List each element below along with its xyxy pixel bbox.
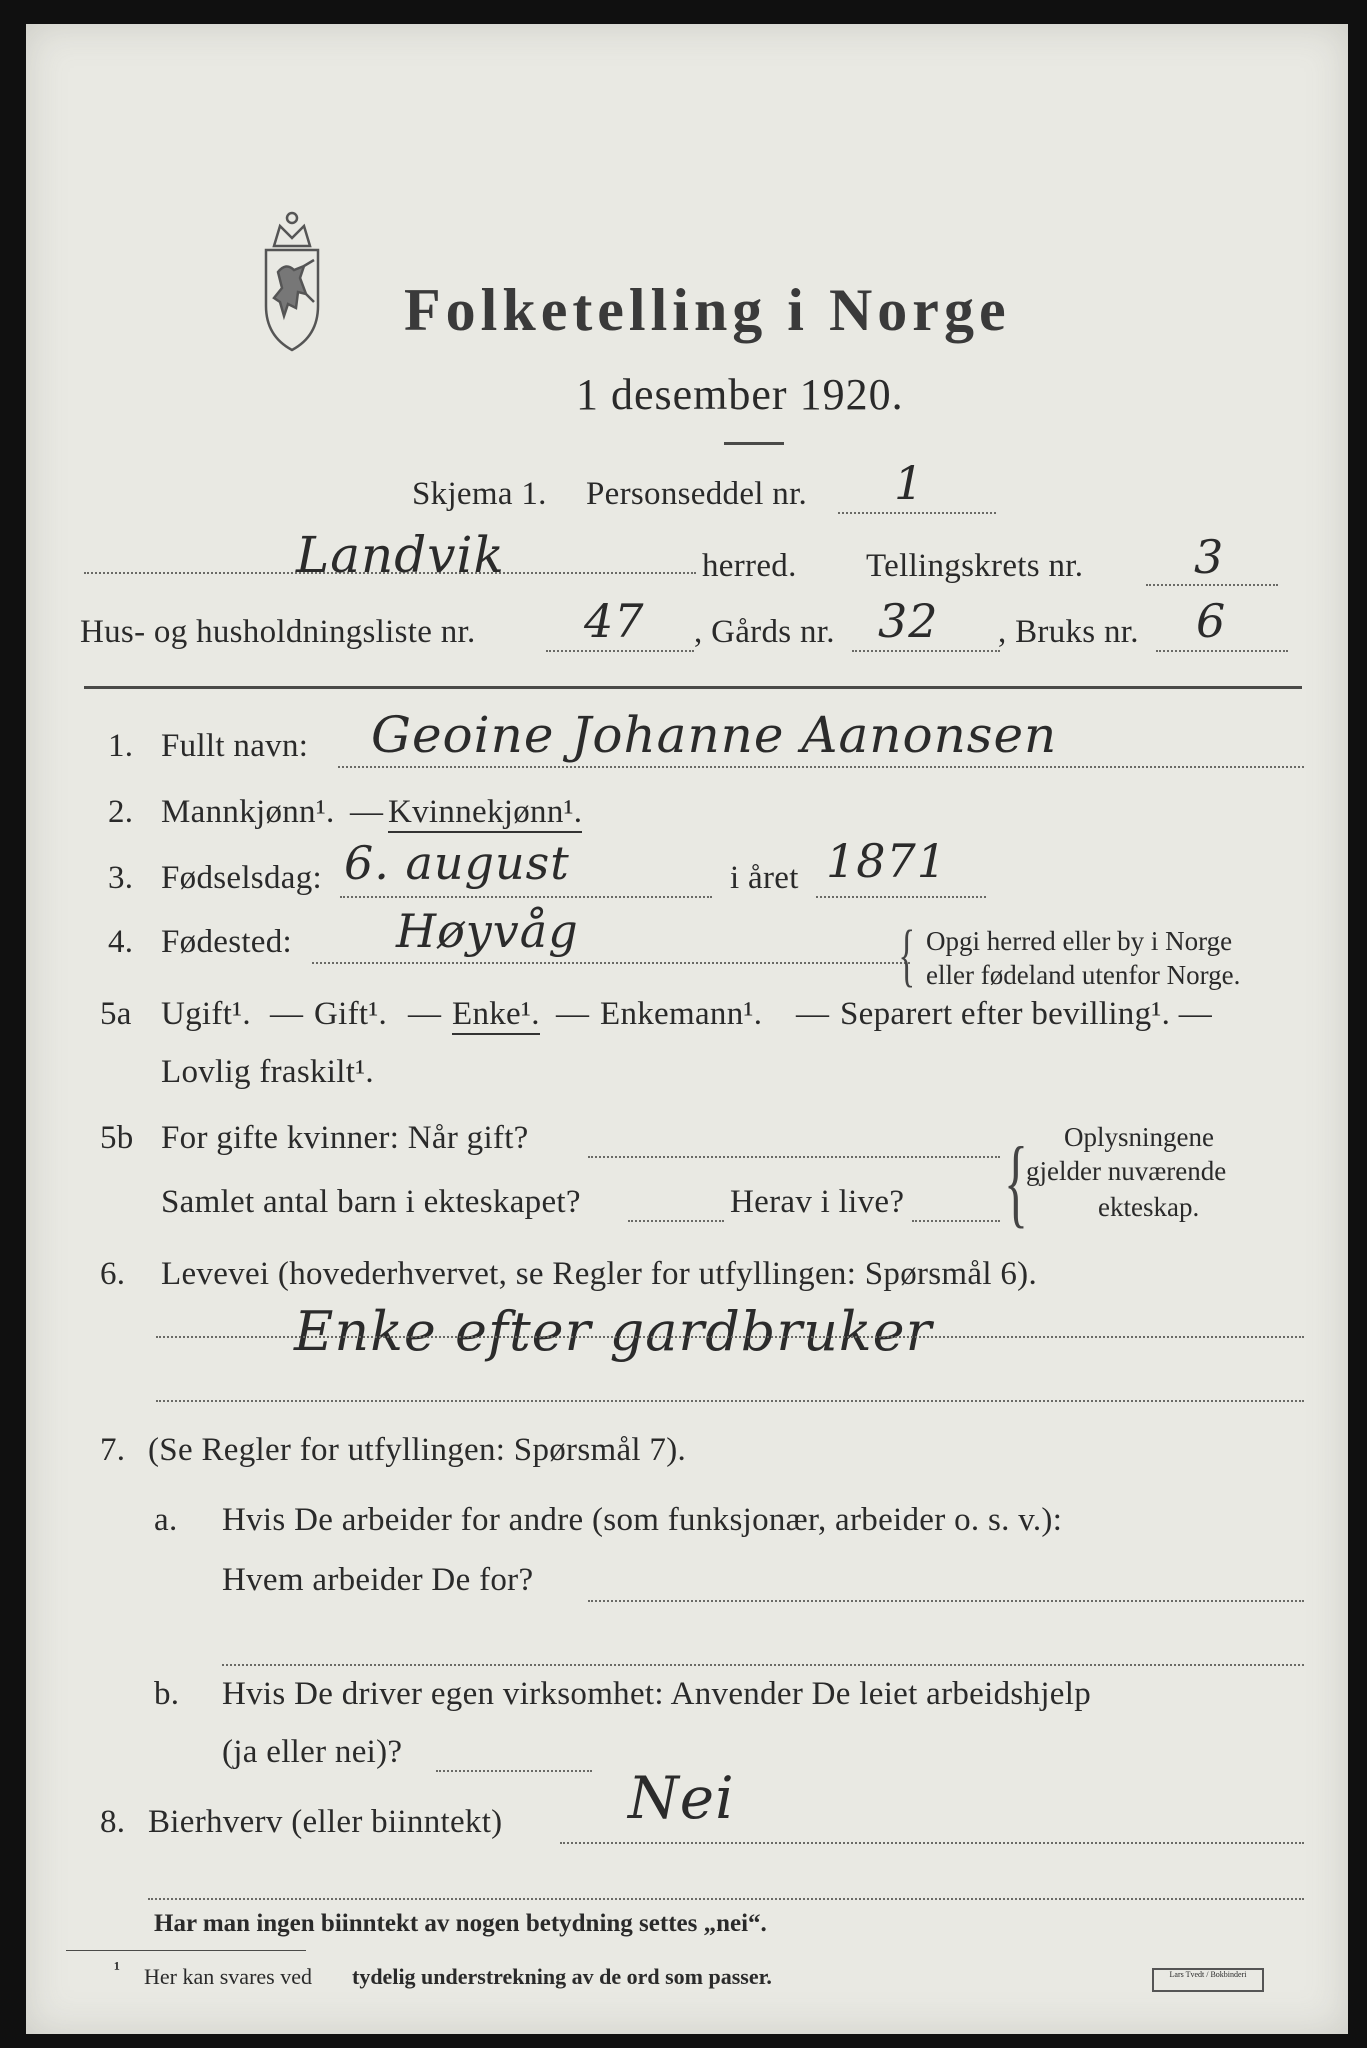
q7a-line2: Hvem arbeider De for? <box>222 1562 534 1598</box>
footnote-mark: ¹ <box>114 1958 120 1980</box>
q5a-dash4: — <box>796 996 830 1032</box>
q5b-note-line1: Oplysningene <box>1064 1122 1214 1152</box>
q5b-line1: For gifte kvinner: Når gift? <box>161 1120 529 1156</box>
q1-label: Fullt navn: <box>161 728 309 764</box>
tellingskrets-value[interactable]: 3 <box>1194 530 1225 584</box>
header-separator <box>84 686 1302 689</box>
q3-year-line <box>816 896 986 898</box>
title-divider <box>724 442 784 445</box>
q6-line2 <box>156 1400 1304 1402</box>
q6-occupation-value[interactable]: Enke efter gardbruker <box>294 1300 933 1363</box>
q5a-gift[interactable]: Gift¹. <box>314 996 388 1032</box>
q5a-dash1: — <box>270 996 304 1032</box>
q2-number: 2. <box>108 794 134 830</box>
q5b-brace: { <box>1004 1126 1028 1237</box>
q7a-employer-line <box>588 1600 1304 1602</box>
q3-label: Fødselsdag: <box>161 860 322 896</box>
q2-female-underlined[interactable]: Kvinnekjønn¹. <box>388 794 582 833</box>
bruks-label: , Bruks nr. <box>998 614 1139 650</box>
q1-full-name-value[interactable]: Geoine Johanne Aanonsen <box>371 706 1058 764</box>
husholdningsliste-value[interactable]: 47 <box>584 594 645 648</box>
footnote-text-a: Her kan svares ved <box>144 1964 312 1989</box>
q3-year-label: i året <box>730 860 799 896</box>
q7-number: 7. <box>100 1432 126 1468</box>
census-form-sheet <box>26 24 1348 2034</box>
q5a-fraskilt[interactable]: Lovlig fraskilt¹. <box>161 1054 374 1090</box>
q7-label: (Se Regler for utfyllingen: Spørsmål 7). <box>148 1432 687 1468</box>
q1-line <box>338 766 1304 768</box>
printer-stamp: Lars Tvedt / Bokbinderi <box>1152 1968 1264 1992</box>
q8-line1 <box>560 1842 1304 1844</box>
q1-number: 1. <box>108 728 134 764</box>
q3-year-value[interactable]: 1871 <box>826 834 948 888</box>
q7b-number: b. <box>154 1676 180 1712</box>
q4-line <box>312 962 910 964</box>
tellingskrets-line <box>1146 584 1278 586</box>
q8-value[interactable]: Nei <box>628 1764 735 1832</box>
q5a-separert[interactable]: Separert efter bevilling¹. — <box>840 996 1212 1032</box>
norwegian-coat-of-arms-icon <box>244 204 340 354</box>
personseddel-label: Personseddel nr. <box>586 476 808 512</box>
q7a-extra-line <box>222 1664 1304 1666</box>
personseddel-line <box>838 512 996 514</box>
q3-line <box>340 896 712 898</box>
q7a-number: a. <box>154 1502 178 1538</box>
q8-number: 8. <box>100 1804 126 1840</box>
bruks-line <box>1156 650 1288 652</box>
q2-male[interactable]: Mannkjønn¹. <box>161 794 335 830</box>
q4-note-line1: Opgi herred eller by i Norge <box>926 926 1233 956</box>
q5b-married-line <box>588 1156 1000 1158</box>
q7b-line2: (ja eller nei)? <box>222 1734 403 1770</box>
q4-brace: { <box>898 917 916 994</box>
husholdningsliste-line <box>546 650 694 652</box>
q4-birthplace-value[interactable]: Høyvåg <box>396 904 579 958</box>
q5a-dash3: — <box>556 996 590 1032</box>
q4-number: 4. <box>108 924 134 960</box>
form-title: Folketelling i Norge <box>404 277 1011 343</box>
bruks-value[interactable]: 6 <box>1196 594 1227 648</box>
gards-value[interactable]: 32 <box>878 594 939 648</box>
q5a-ugift[interactable]: Ugift¹. <box>161 996 251 1032</box>
q7a-line1: Hvis De arbeider for andre (som funksjonær, arbeider o. s. v.): <box>222 1502 1063 1538</box>
footnote-text-b: tydelig understrekning av de ord som passer. <box>352 1964 772 1989</box>
q6-label: Levevei (hovederhvervet, se Regler for utfyllingen: Spørsmål 6). <box>161 1256 1038 1292</box>
q3-birthday-value[interactable]: 6. august <box>344 836 570 890</box>
q4-label: Fødested: <box>161 924 293 960</box>
q3-number: 3. <box>108 860 134 896</box>
q6-number: 6. <box>100 1256 126 1292</box>
q5b-line2a: Samlet antal barn i ekteskapet? <box>161 1184 581 1220</box>
q5b-number: 5b <box>100 1120 134 1156</box>
q7b-line <box>436 1770 592 1772</box>
footnote-rule <box>66 1950 306 1951</box>
personseddel-value[interactable]: 1 <box>894 456 925 510</box>
q5b-alive-line <box>912 1220 1000 1222</box>
q8-line2 <box>148 1898 1304 1900</box>
gards-line <box>852 650 1000 652</box>
herred-value[interactable]: Landvik <box>296 526 505 584</box>
q4-note-line2: eller fødeland utenfor Norge. <box>926 960 1241 990</box>
q8-label: Bierhverv (eller biinntekt) <box>148 1804 503 1840</box>
tellingskrets-label: Tellingskrets nr. <box>866 548 1084 584</box>
q6-line1 <box>156 1336 1304 1338</box>
q5a-number: 5a <box>100 996 132 1032</box>
husholdningsliste-label: Hus- og husholdningsliste nr. <box>80 614 476 650</box>
q5a-enkemann[interactable]: Enkemann¹. <box>600 996 763 1032</box>
q5b-children-line <box>628 1220 724 1222</box>
q5b-line2b: Herav i live? <box>730 1184 905 1220</box>
q2-sep: — <box>350 794 384 830</box>
q5a-enke-underlined[interactable]: Enke¹. <box>452 996 540 1035</box>
q5b-note-line2: gjelder nuværende <box>1026 1156 1227 1186</box>
footer-note: Har man ingen biinntekt av nogen betydning settes „nei“. <box>154 1910 767 1937</box>
q5a-dash2: — <box>408 996 442 1032</box>
gards-label: , Gårds nr. <box>694 614 835 650</box>
q5b-note-line3: ekteskap. <box>1098 1192 1200 1222</box>
census-date: 1 desember 1920. <box>576 370 904 419</box>
herred-label: herred. <box>702 548 797 584</box>
skjema-label: Skjema 1. <box>412 476 547 512</box>
q7b-line1: Hvis De driver egen virksomhet: Anvender De leiet arbeidshjelp <box>222 1676 1092 1712</box>
